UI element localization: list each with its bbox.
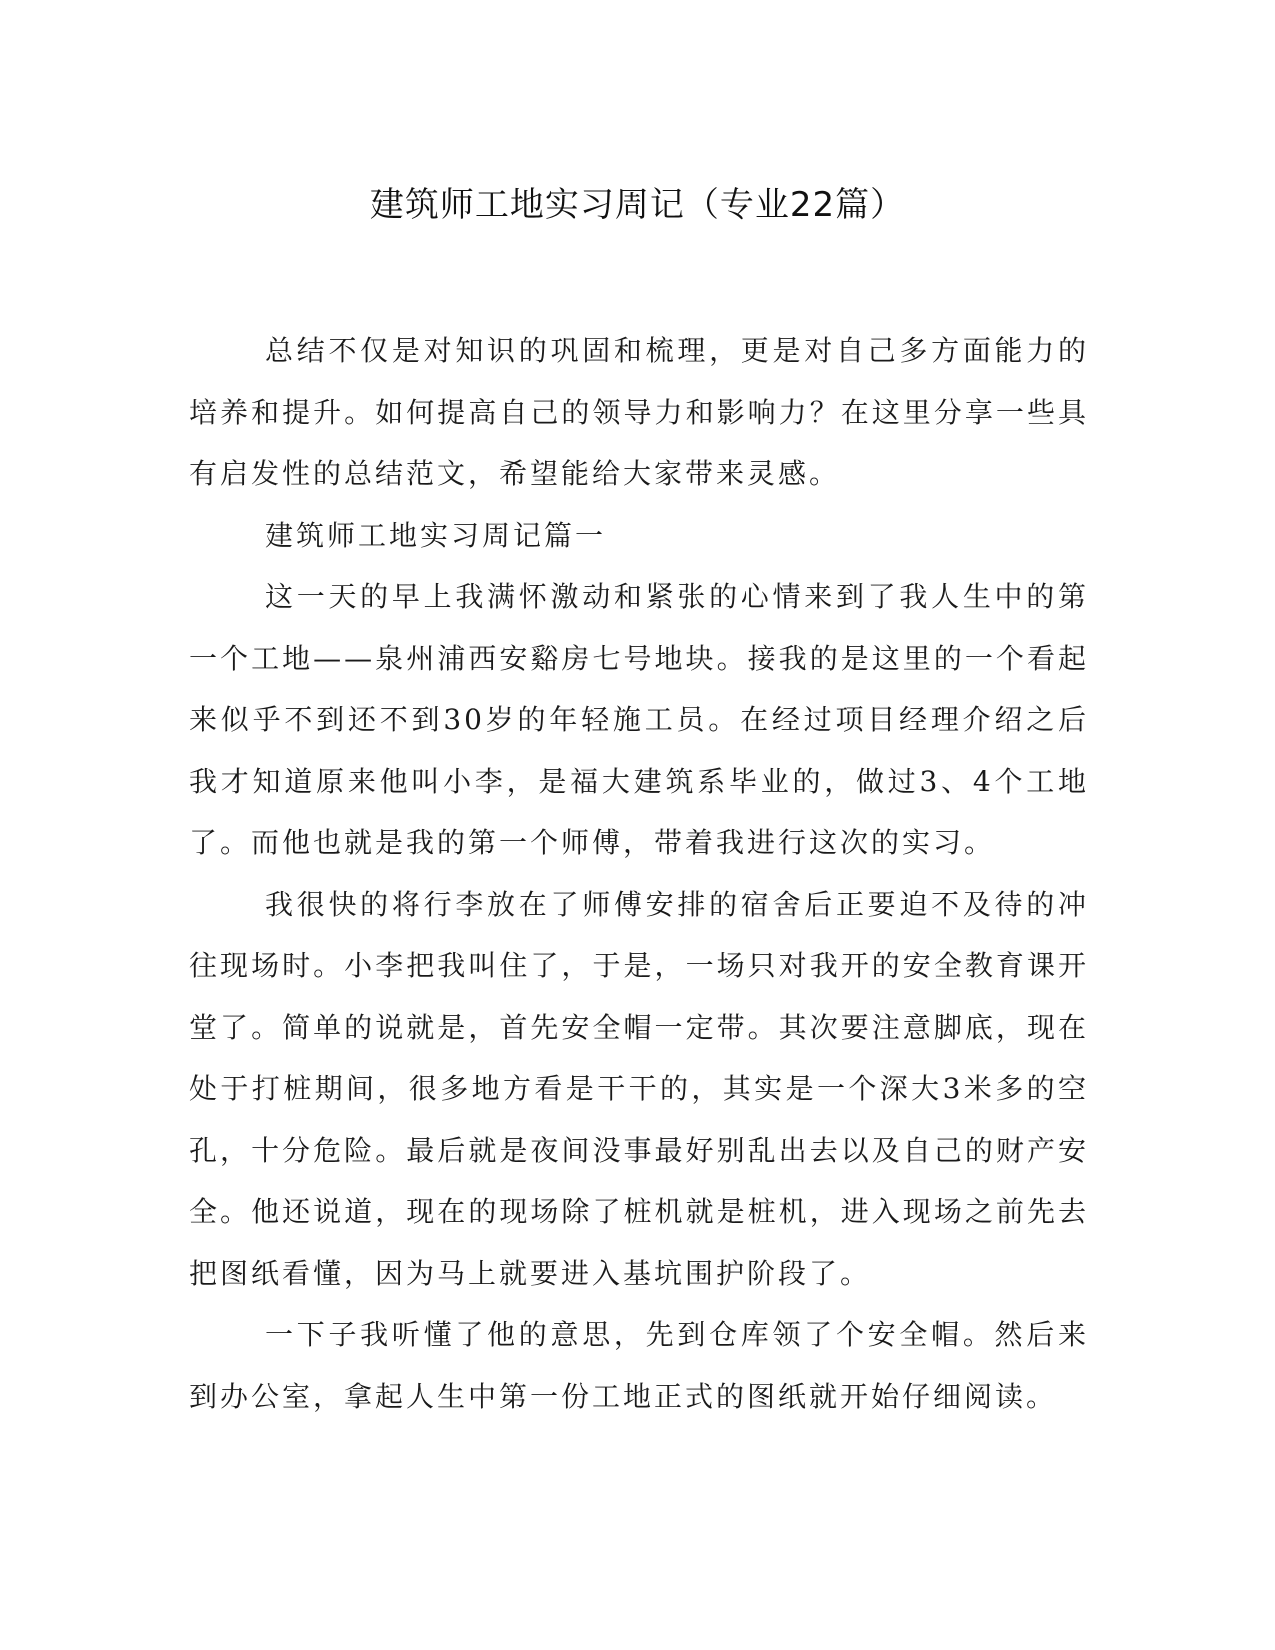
document-body: [189, 320, 1089, 1427]
paragraph: 我很快的将行李放在了师傅安排的宿舍后正要迫不及待的冲往现场时。小李把我叫住了，于是，一场只对我开的安全教育课开堂了。简单的说就是，首先安全帽一定带。其次要注意脚底，现在处于打桩期间，很多地方看是干干的，其实是一个深大3米多的空孔，十分危险。最后就是夜间没事最好别乱出去以及自己的财产安全。他还说道，现在的现场除了桩机就是桩机，进入现场之前先去把图纸看懂，因为马上就要进入基坑围护阶段了。: [189, 887, 1089, 1290]
paragraph-intro: 总结不仅是对知识的巩固和梳理，更是对自己多方面能力的培养和提升。如何提高自己的领导力和影响力？在这里分享一些具有启发性的总结范文，希望能给大家带来灵感。: [189, 334, 1089, 490]
document-title: 建筑师工地实习周记（专业22篇）: [369, 185, 906, 225]
section-heading: 建筑师工地实习周记篇一: [265, 518, 607, 552]
paragraph: 这一天的早上我满怀激动和紧张的心情来到了我人生中的第一个工地——泉州浦西安谿房七号地块。接我的是这里的一个看起来似乎不到还不到30岁的年轻施工员。在经过项目经理介绍之后我才知道原来他叫小李，是福大建筑系毕业的，做过3、4个工地了。而他也就是我的第一个师傅，带着我进行这次的实习。: [189, 580, 1089, 859]
paragraph: 一下子我听懂了他的意思，先到仓库领了个安全帽。然后来到办公室，拿起人生中第一份工地正式的图纸就开始仔细阅读。: [189, 1318, 1089, 1413]
